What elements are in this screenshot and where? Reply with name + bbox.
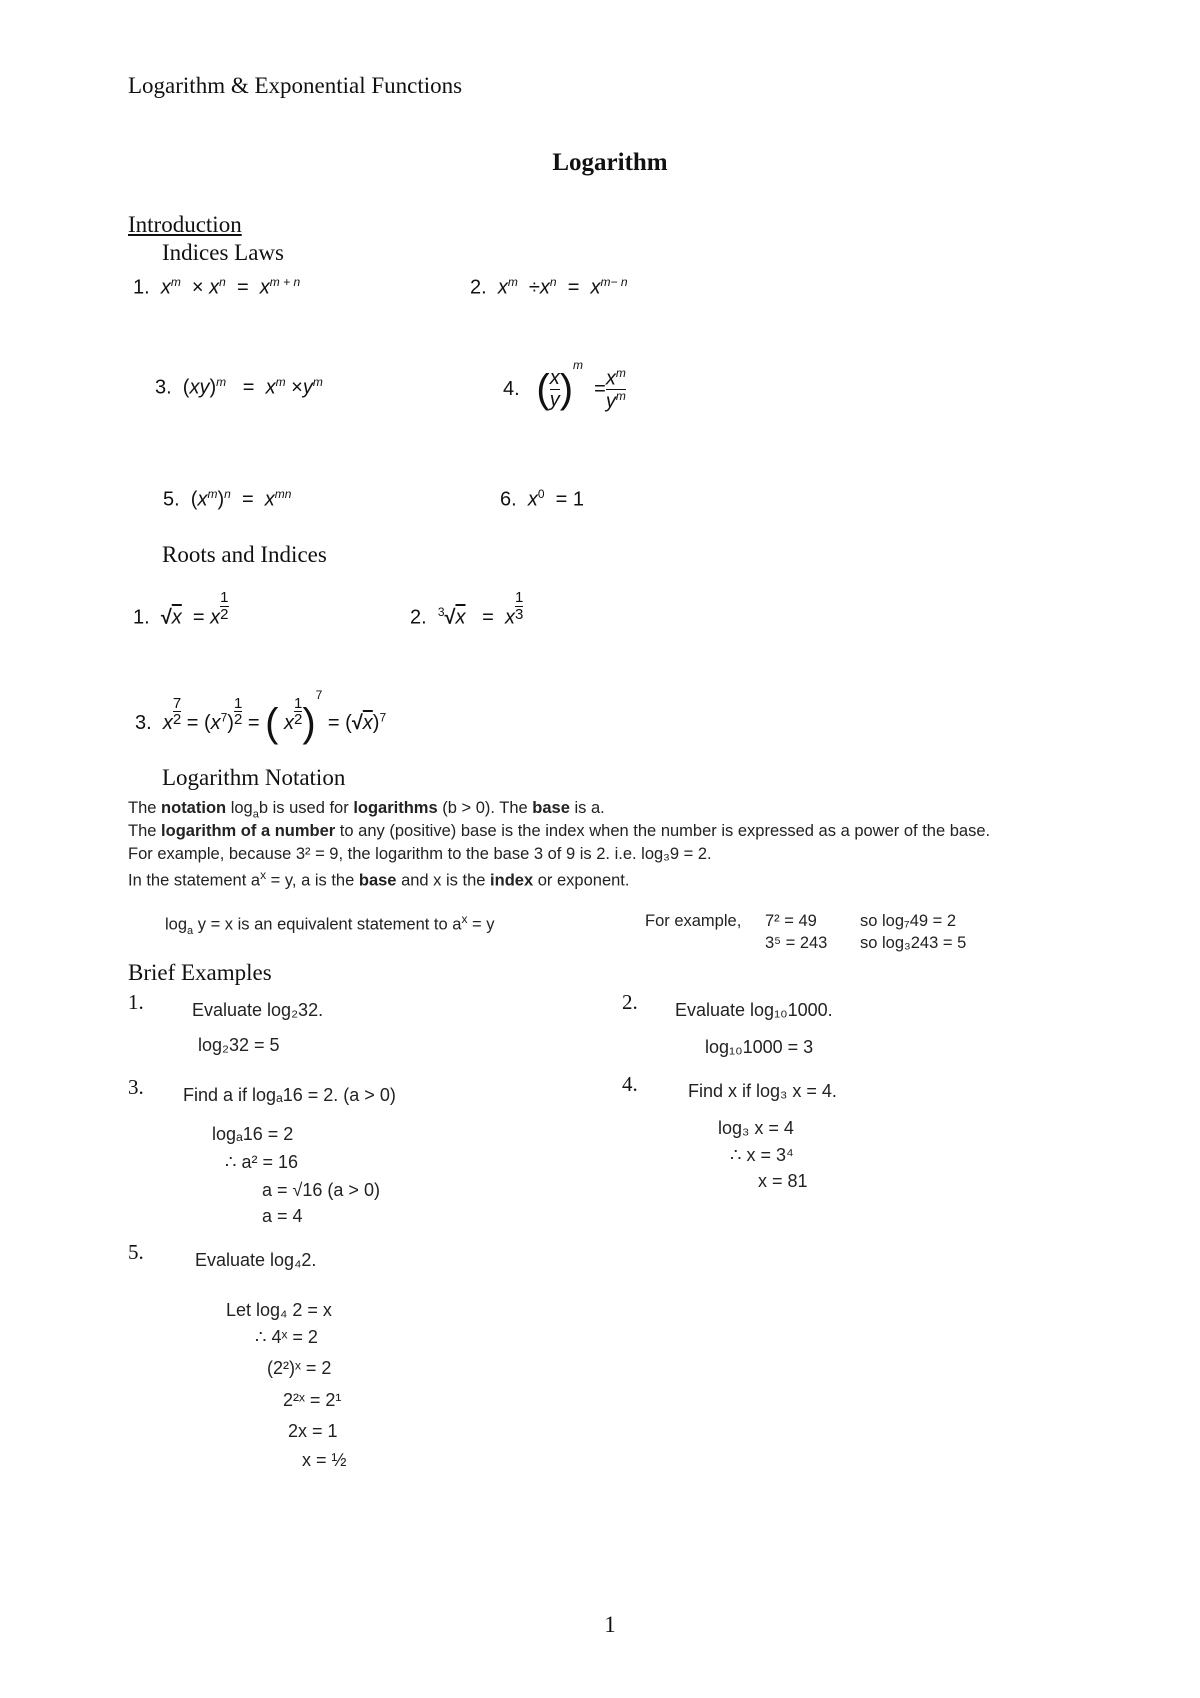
subheading-roots-indices: Roots and Indices xyxy=(162,542,327,567)
bullet-indices-laws xyxy=(128,240,284,266)
example-5-line-6: x = ½ xyxy=(302,1450,347,1470)
notation-para-1: The notation $\log_ab$ is used for logarithms (b > 0). The base is a. xyxy=(128,799,605,821)
law-4: 4. ( $\frac{x}{y}$ )$^m$ = $\frac{x^m}{y^m}$ xyxy=(503,358,626,413)
example-4-question: Find x if log₃ x = 4. xyxy=(688,1081,837,1101)
running-header: Logarithm & Exponential Functions xyxy=(128,73,463,98)
example-3-line-2: ∴ a² = 16 xyxy=(225,1152,298,1172)
example-5-line-2: ∴ 4ˣ = 2 xyxy=(255,1327,318,1347)
example-1-line-1: log₂32 = 5 xyxy=(198,1035,280,1055)
subheading-log-notation: Logarithm Notation xyxy=(162,765,346,790)
notation-para-3: For example, because 3² = 9, the logarithm to the base 3 of 9 is 2. i.e. log₃9 = 2. xyxy=(128,845,712,863)
example-4-number: 4. xyxy=(622,1072,638,1096)
example-4-line-1: log₃ x = 4 xyxy=(718,1118,794,1138)
root-1: 1. $√x = x^{1 2}$ xyxy=(133,589,229,629)
example-2-number: 2. xyxy=(622,990,638,1014)
example-3-number: 3. xyxy=(128,1075,144,1099)
root-3: 3. $x^{7 2} = (x^7)^{1 2}$ = ( $x^{1 2})^7 = (√x)^7$ xyxy=(135,688,387,746)
example-3-line-4: a = 4 xyxy=(262,1206,303,1226)
example-5-line-5: 2x = 1 xyxy=(288,1421,338,1441)
example-5-line-1: Let log₄ 2 = x xyxy=(226,1300,332,1320)
bullet-roots-indices xyxy=(128,542,327,568)
example-2-question: Evaluate log₁₀1000. xyxy=(675,1000,833,1020)
law-1: 1. $x^m \times x^n = x^{m + n}$ xyxy=(133,275,301,299)
example-3-line-1: logₐ16 = 2 xyxy=(212,1124,294,1144)
example-2-right: so log₃243 = 5 xyxy=(860,934,967,952)
example-5-question: Evaluate log₄2. xyxy=(195,1250,317,1270)
law-2: 2. $x^m \div x^n = x^{m- n}$ xyxy=(470,275,628,299)
root-2: 2. $^3√x = x^{1 3}$ xyxy=(410,589,524,629)
bullet-log-notation xyxy=(128,765,345,791)
example-4-line-2: ∴ x = 3⁴ xyxy=(730,1145,794,1165)
example-3-question: Find a if logₐ16 = 2. (a > 0) xyxy=(183,1085,396,1105)
example-2-line-1: log₁₀1000 = 3 xyxy=(705,1037,814,1057)
example-1-left: 7² = 49 xyxy=(765,912,817,930)
example-3-line-3: a = √16 (a > 0) xyxy=(262,1180,380,1200)
notation-para-2: The logarithm of a number to any (positive) base is the index when the number is expressed as a power of the base. xyxy=(128,822,991,840)
section-heading-introduction: Introduction xyxy=(128,212,242,237)
example-5-line-3: (2²)ˣ = 2 xyxy=(267,1358,332,1378)
example-5-line-4: 2²ˣ = 2¹ xyxy=(283,1390,342,1410)
section-heading-brief-examples: Brief Examples xyxy=(128,960,272,985)
subheading-indices-laws: Indices Laws xyxy=(162,240,284,265)
for-example-label: For example, xyxy=(645,912,742,930)
page-title: Logarithm xyxy=(552,149,668,176)
law-3: 3. $(xy)^m = x^m \times y^m$ xyxy=(155,375,323,399)
example-1-question: Evaluate log₂32. xyxy=(192,1000,324,1020)
page-number: 1 xyxy=(604,1612,616,1637)
law-5: 5. $(x^m)^n = x^{mn}$ xyxy=(163,487,292,511)
example-1-right: so log₇49 = 2 xyxy=(860,912,957,930)
example-5-number: 5. xyxy=(128,1240,144,1264)
equivalent-statement: $\log_a y = x$ is an equivalent statement to $a^x = y$ xyxy=(165,912,495,937)
example-1-number: 1. xyxy=(128,990,144,1014)
law-6: 6. $x^0 = 1$ xyxy=(500,487,584,511)
example-4-line-3: x = 81 xyxy=(758,1171,808,1191)
notation-para-4: In the statement $a^x = y$, a is the base and x is the index or exponent. xyxy=(128,868,630,890)
example-2-left: 3⁵ = 243 xyxy=(765,934,828,952)
